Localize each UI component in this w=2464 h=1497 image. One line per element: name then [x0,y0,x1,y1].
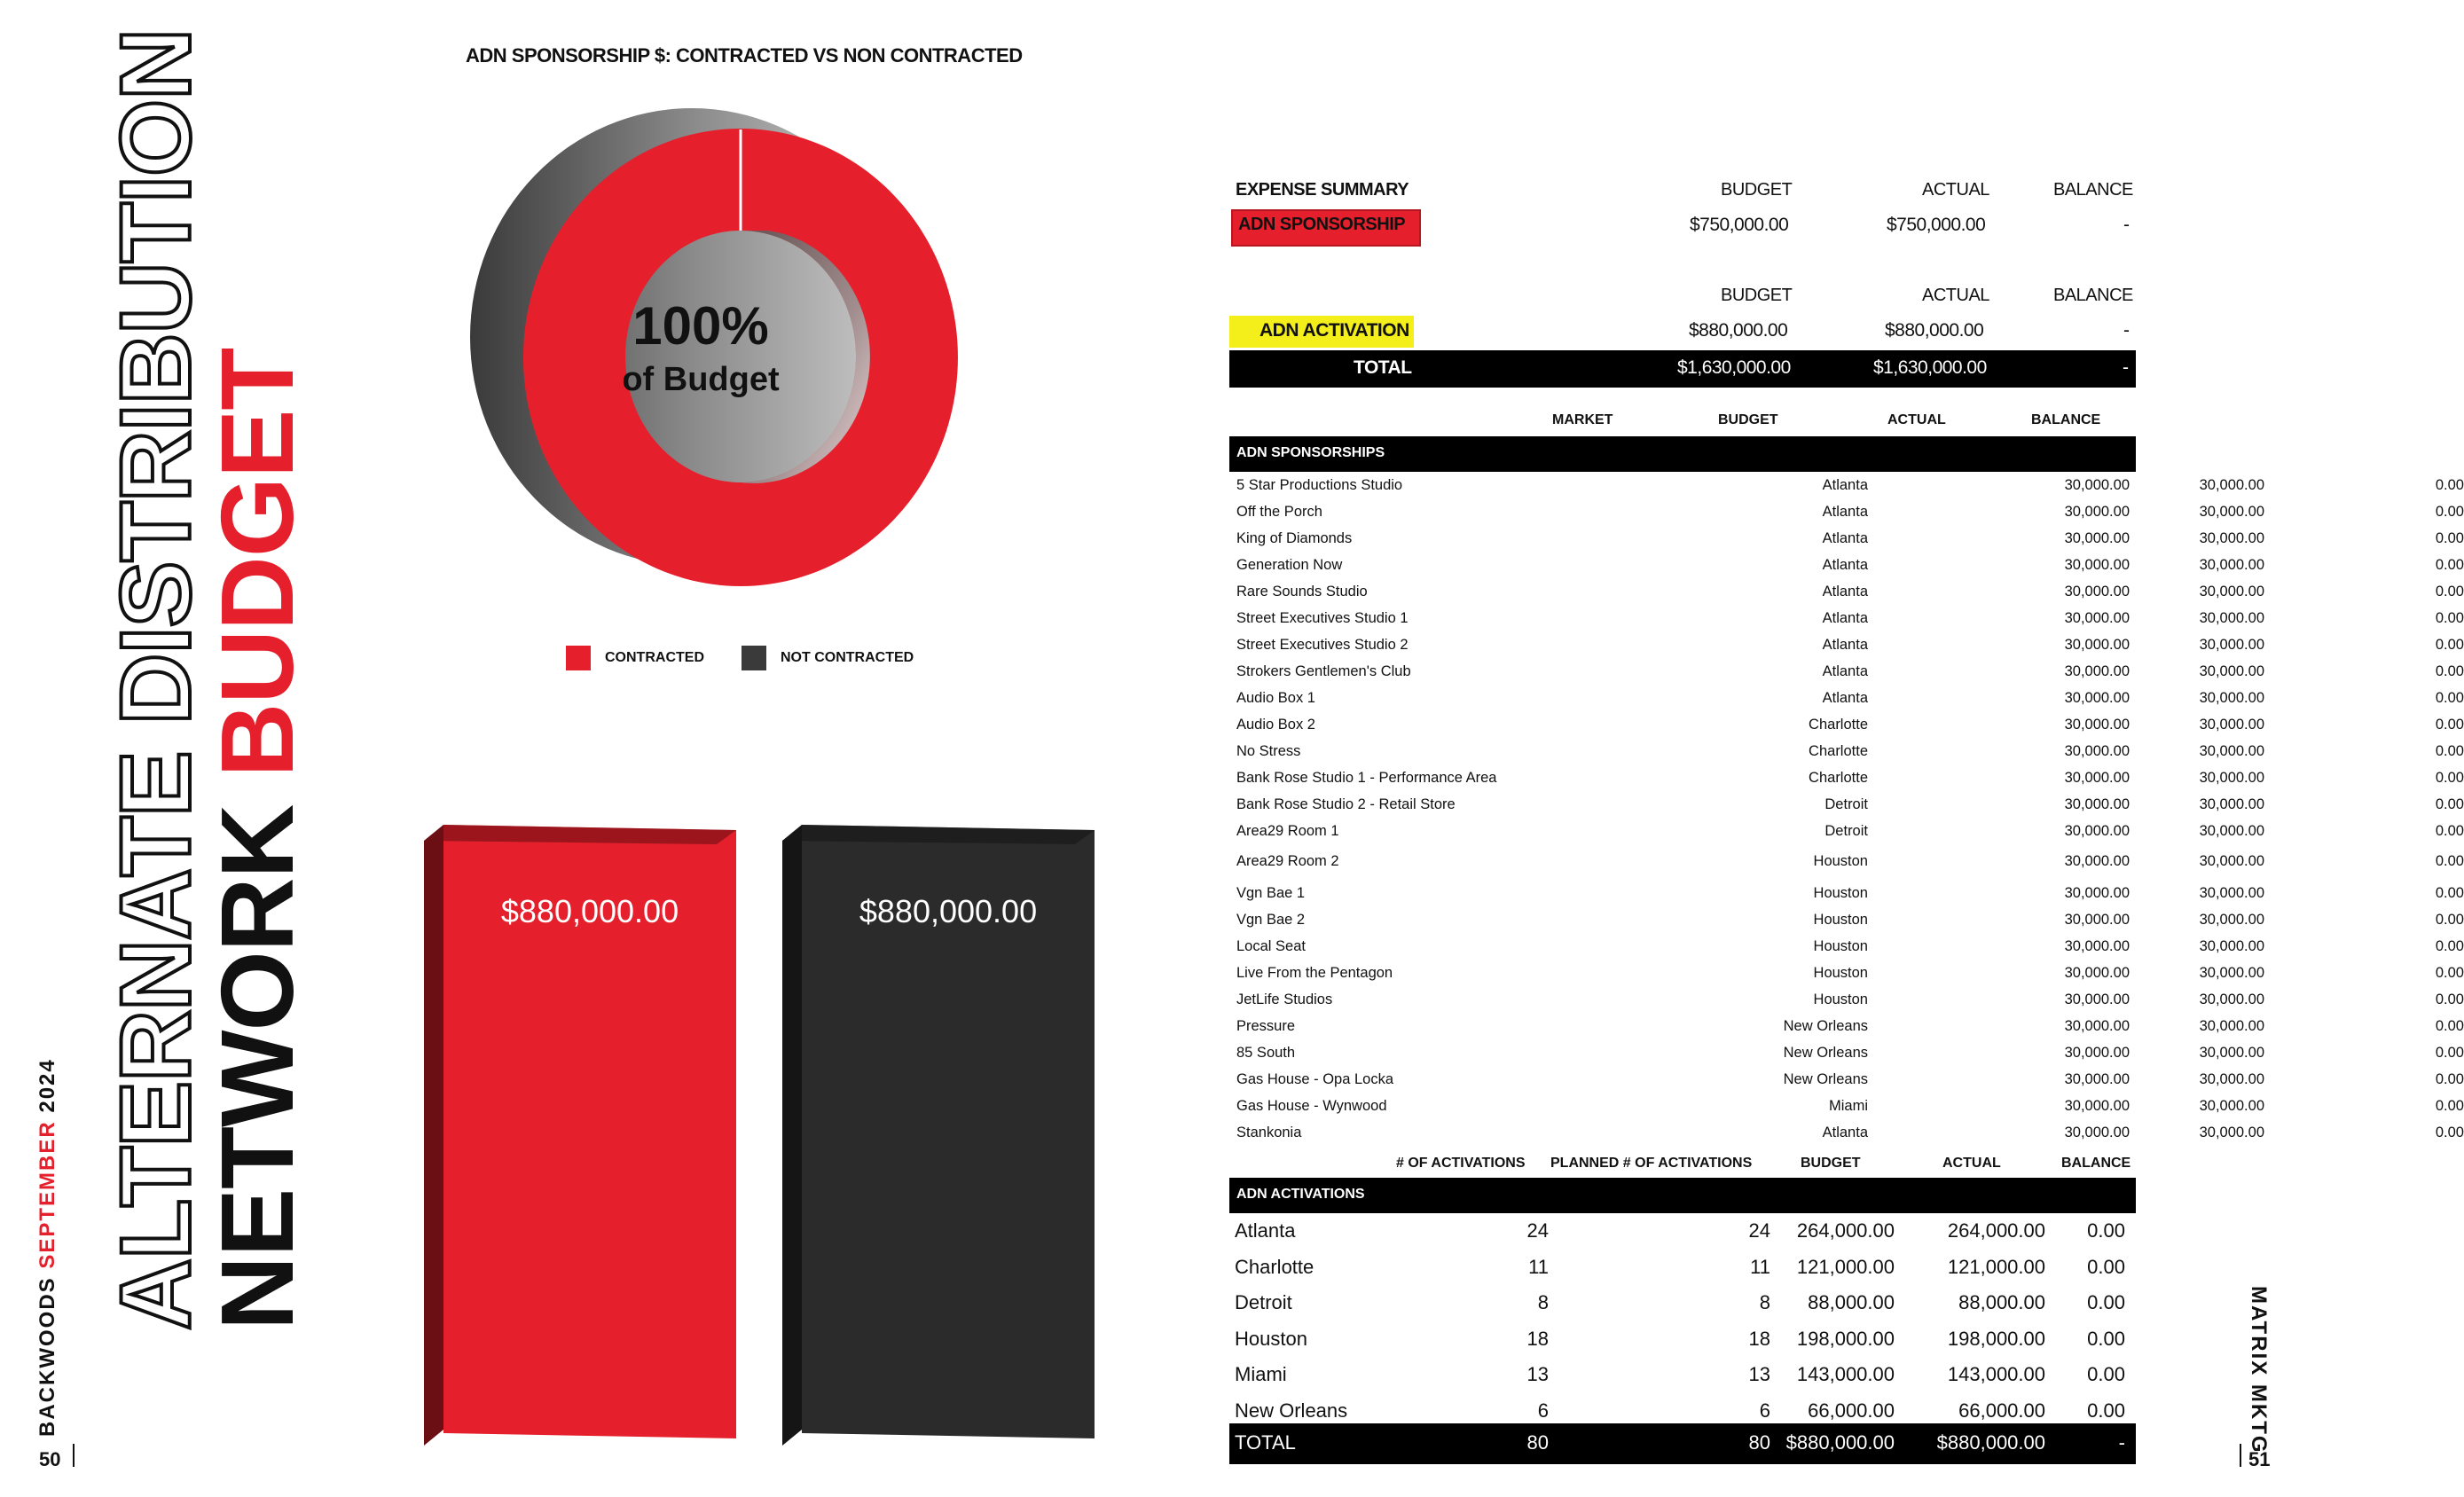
cell-market: Houston [1813,912,1868,928]
table-row [1229,1045,2464,1071]
donut-chart-title: ADN SPONSORSHIP $: CONTRACTED VS NON CONTRACTED [466,44,1023,67]
bar-data-label-1: $880,000.00 [859,893,1038,929]
cell-balance: 0.00 [2435,690,2464,706]
cell-budget: 264,000.00 [1796,1219,1895,1242]
cell-market: Miami [1235,1363,1287,1385]
cell-budget: 30,000.00 [2064,663,2130,679]
cell-balance: 0.00 [2435,965,2464,981]
cell-budget: 30,000.00 [2064,610,2130,626]
cell-actual: 30,000.00 [2199,823,2264,839]
cell-name: Live From the Pentagon [1236,965,1393,981]
page-number-left: 50 [39,1448,61,1470]
cell-name: Rare Sounds Studio [1236,584,1368,600]
cell-market: Atlanta [1235,1219,1296,1242]
cell-actual: 143,000.00 [1947,1363,2045,1385]
cell-budget: 198,000.00 [1796,1327,1895,1350]
cell-actual: 30,000.00 [2199,530,2264,546]
table-row [1229,1287,2136,1322]
cell-budget: 30,000.00 [2064,1018,2130,1034]
cell-count: 6 [1537,1399,1549,1422]
table-row [1229,1359,2136,1394]
cell-balance: 0.00 [2435,991,2464,1007]
cell-balance: 0.00 [2087,1255,2125,1278]
cell-name: Audio Box 2 [1236,717,1315,733]
table-row [1229,690,2464,717]
cell-balance: 0.00 [2435,557,2464,573]
cell-name: Gas House - Opa Locka [1236,1071,1394,1087]
page-number-right: 51 [2248,1448,2271,1470]
cell-budget: 30,000.00 [2064,938,2130,954]
cell-market: Detroit [1824,796,1868,812]
activations-total-row [1229,1423,2136,1464]
cell-name: Off the Porch [1236,504,1322,520]
cell-balance: 0.00 [2435,770,2464,786]
cell-market: Houston [1813,965,1868,981]
cell-balance: 0.00 [2435,530,2464,546]
cell-name: Gas House - Wynwood [1236,1098,1387,1114]
cell-count: 13 [1526,1363,1549,1385]
activations-total-budget: $880,000.00 [1785,1431,1895,1454]
cell-market: Charlotte [1809,717,1868,733]
summary-activation-label: ADN ACTIVATION [1259,320,1409,341]
cell-balance: 0.00 [2435,1045,2464,1061]
cell-market: New Orleans [1783,1018,1868,1034]
cell-market: Charlotte [1809,770,1868,786]
summary-total-budget: $1,630,000.00 [1677,357,1791,378]
table-row [1229,557,2464,584]
table-row [1229,637,2464,663]
cell-name: Vgn Bae 2 [1236,912,1306,928]
cell-balance: 0.00 [2087,1399,2125,1422]
cell-balance: 0.00 [2087,1363,2125,1385]
cell-name: Street Executives Studio 1 [1236,610,1409,626]
cell-actual: 30,000.00 [2199,557,2264,573]
cell-name: Bank Rose Studio 2 - Retail Store [1236,796,1456,812]
cell-actual: 30,000.00 [2199,690,2264,706]
cell-market: Atlanta [1822,504,1868,520]
cell-actual: 30,000.00 [2199,504,2264,520]
activations-total-balance: - [2118,1431,2125,1454]
activations-section-bar [1229,1178,2136,1213]
summary-activation-actual: $880,000.00 [1885,320,1984,341]
legend-not-contracted [742,646,914,670]
cell-balance: 0.00 [2435,610,2464,626]
cell-balance: 0.00 [2435,853,2464,869]
cell-budget: 30,000.00 [2064,823,2130,839]
title-line-outline: ALTERNATE DISTRIBUTION [100,28,211,1330]
cell-market: New Orleans [1235,1399,1348,1422]
table-row [1229,1251,2136,1287]
sponsorships-section-label: ADN SPONSORSHIPS [1236,445,1385,460]
cell-name: 85 South [1236,1045,1296,1061]
table-row [1229,504,2464,530]
cell-balance: 0.00 [2435,796,2464,812]
summary-total-row [1229,350,2136,388]
cell-balance: 0.00 [2087,1219,2125,1242]
cell-balance: 0.00 [2435,1098,2464,1114]
cell-market: Atlanta [1822,530,1868,546]
cell-balance: 0.00 [2087,1291,2125,1313]
sponsorships-col-balance: BALANCE [2031,412,2101,427]
cell-balance: 0.00 [2435,938,2464,954]
cell-market: Miami [1829,1098,1868,1114]
cell-market: Atlanta [1822,557,1868,573]
cell-name: Pressure [1236,1018,1296,1034]
cell-actual: 30,000.00 [2199,477,2264,493]
cell-budget: 30,000.00 [2064,504,2130,520]
table-row [1229,1098,2464,1125]
cell-actual: 30,000.00 [2199,770,2264,786]
cell-balance: 0.00 [2435,885,2464,901]
cell-budget: 30,000.00 [2064,637,2130,653]
cell-actual: 30,000.00 [2199,743,2264,759]
legend-contracted [566,646,704,670]
legend-label-not-contracted: NOT CONTRACTED [781,650,914,665]
cell-budget: 30,000.00 [2064,912,2130,928]
cell-planned: 24 [1748,1219,1770,1242]
cell-actual: 30,000.00 [2199,1018,2264,1034]
cell-balance: 0.00 [2435,717,2464,733]
cell-balance: 0.00 [2435,477,2464,493]
cell-budget: 30,000.00 [2064,1045,2130,1061]
cell-planned: 13 [1748,1363,1770,1385]
cell-actual: 30,000.00 [2199,663,2264,679]
cell-actual: 30,000.00 [2199,637,2264,653]
title-line-solid [200,35,315,1330]
sponsorships-col-actual: ACTUAL [1887,412,1946,427]
cell-actual: 264,000.00 [1947,1219,2045,1242]
cell-count: 8 [1537,1291,1549,1313]
cell-balance: 0.00 [2435,637,2464,653]
table-row [1229,743,2464,770]
cell-budget: 30,000.00 [2064,717,2130,733]
summary-col-actual-2: ACTUAL [1922,286,1989,305]
cell-name: King of Diamonds [1236,530,1353,546]
table-row [1229,1018,2464,1045]
cell-market: Houston [1235,1327,1307,1350]
cell-actual: 30,000.00 [2199,584,2264,600]
cell-market: Atlanta [1822,584,1868,600]
cell-budget: 30,000.00 [2064,557,2130,573]
cell-name: Generation Now [1236,557,1343,573]
summary-total-label: TOTAL [1354,357,1412,378]
summary-total-actual: $1,630,000.00 [1873,357,1987,378]
cell-count: 24 [1526,1219,1549,1242]
activations-col-planned: PLANNED # OF ACTIVATIONS [1550,1156,1753,1171]
cell-name: JetLife Studios [1236,991,1333,1007]
legend-swatch-contracted [566,646,591,670]
cell-name: Vgn Bae 1 [1236,885,1306,901]
table-row [1229,912,2464,938]
cell-balance: 0.00 [2435,743,2464,759]
donut-center-percent: 100% [632,296,769,356]
table-row [1229,1323,2136,1359]
cell-actual: 30,000.00 [2199,1125,2264,1140]
cell-actual: 30,000.00 [2199,610,2264,626]
cell-name: Area29 Room 2 [1236,853,1339,869]
cell-budget: 30,000.00 [2064,1071,2130,1087]
cell-actual: 30,000.00 [2199,853,2264,869]
cell-name: Strokers Gentlemen's Club [1236,663,1411,679]
cell-budget: 30,000.00 [2064,530,2130,546]
cell-balance: 0.00 [2435,1125,2464,1140]
donut-chart [435,80,1002,612]
cell-market: Houston [1813,938,1868,954]
sponsorships-col-budget: BUDGET [1718,412,1778,427]
cell-planned: 6 [1759,1399,1770,1422]
cell-balance: 0.00 [2435,823,2464,839]
table-row [1229,717,2464,743]
activations-total-planned: 80 [1748,1431,1770,1454]
cell-actual: 30,000.00 [2199,938,2264,954]
cell-balance: 0.00 [2435,504,2464,520]
cell-budget: 30,000.00 [2064,770,2130,786]
cell-actual: 30,000.00 [2199,912,2264,928]
table-row [1229,1071,2464,1098]
table-row [1229,853,2464,880]
cell-name: Local Seat [1236,938,1306,954]
table-row [1229,770,2464,796]
cell-market: Charlotte [1809,743,1868,759]
cell-balance: 0.00 [2435,663,2464,679]
bar-chart [408,709,1100,1463]
summary-col-balance-2: BALANCE [2053,286,2133,305]
summary-col-budget-2: BUDGET [1721,286,1793,305]
activations-col-actual: ACTUAL [1942,1156,2001,1171]
cell-market: Atlanta [1822,477,1868,493]
cell-balance: 0.00 [2435,912,2464,928]
summary-total-balance: - [2123,357,2129,378]
summary-col-budget: BUDGET [1721,180,1793,200]
cell-actual: 30,000.00 [2199,965,2264,981]
cell-budget: 30,000.00 [2064,743,2130,759]
cell-actual: 30,000.00 [2199,1098,2264,1114]
table-row [1229,663,2464,690]
cell-budget: 30,000.00 [2064,1098,2130,1114]
cell-count: 18 [1526,1327,1549,1350]
cell-balance: 0.00 [2435,1071,2464,1087]
right-page-footer-label: MATRIX MKTG [2247,1286,2271,1454]
activations-col-count: # OF ACTIVATIONS [1396,1156,1526,1171]
cell-budget: 66,000.00 [1808,1399,1895,1422]
cell-market: Atlanta [1822,637,1868,653]
summary-activation-balance: - [2123,320,2130,341]
cell-budget: 143,000.00 [1796,1363,1895,1385]
cell-actual: 30,000.00 [2199,991,2264,1007]
activations-col-budget: BUDGET [1801,1156,1861,1171]
cell-balance: 0.00 [2435,1018,2464,1034]
summary-activation-budget: $880,000.00 [1689,320,1788,341]
expense-summary-heading: EXPENSE SUMMARY [1236,180,1409,200]
title-word-network: NETWORK [200,804,315,1330]
cell-budget: 30,000.00 [2064,796,2130,812]
bar-side-1 [782,825,802,1446]
cell-actual: 30,000.00 [2199,885,2264,901]
sponsorships-col-market: MARKET [1552,412,1613,427]
legend-swatch-not-contracted [742,646,766,670]
summary-sponsorship-balance: - [2123,215,2130,235]
summary-sponsorship-budget: $750,000.00 [1690,215,1789,235]
table-row [1229,965,2464,991]
table-row [1229,796,2464,823]
issue-year: 2024 [35,1058,59,1113]
cell-market: Atlanta [1822,663,1868,679]
cell-name: 5 Star Productions Studio [1236,477,1403,493]
summary-col-balance: BALANCE [2053,180,2133,200]
table-row [1229,1125,2464,1151]
sponsorships-section-bar [1229,436,2136,472]
brand-name: BACKWOODS [35,1276,59,1437]
table-row [1229,1215,2136,1250]
cell-name: Audio Box 1 [1236,690,1315,706]
issue-month: SEPTEMBER [35,1120,59,1269]
cell-balance: 0.00 [2435,584,2464,600]
table-row [1229,477,2464,504]
page-number-divider [73,1444,75,1467]
cell-budget: 30,000.00 [2064,1125,2130,1140]
cell-budget: 30,000.00 [2064,965,2130,981]
table-row [1229,584,2464,610]
activations-col-balance: BALANCE [2061,1156,2131,1171]
cell-budget: 30,000.00 [2064,991,2130,1007]
activations-section-label: ADN ACTIVATIONS [1236,1187,1365,1202]
donut-center-label: of Budget [622,361,780,398]
cell-budget: 30,000.00 [2064,885,2130,901]
cell-actual: 66,000.00 [1958,1399,2045,1422]
title-word-budget: BUDGET [200,348,315,778]
cell-market: Charlotte [1235,1255,1314,1278]
cell-budget: 88,000.00 [1808,1291,1895,1313]
cell-budget: 30,000.00 [2064,690,2130,706]
cell-actual: 121,000.00 [1947,1255,2045,1278]
bar-side-0 [424,825,443,1446]
table-row [1229,823,2464,850]
cell-market: New Orleans [1783,1071,1868,1087]
page-number-divider-right [2240,1444,2241,1467]
cell-market: Detroit [1824,823,1868,839]
cell-budget: 30,000.00 [2064,477,2130,493]
cell-count: 11 [1528,1255,1549,1278]
table-row [1229,991,2464,1018]
cell-name: Stankonia [1236,1125,1302,1140]
cell-market: Atlanta [1822,610,1868,626]
activations-total-actual: $880,000.00 [1936,1431,2045,1454]
cell-market: New Orleans [1783,1045,1868,1061]
left-page-footer-label [35,976,60,1437]
cell-actual: 30,000.00 [2199,717,2264,733]
cell-market: Atlanta [1822,1125,1868,1140]
cell-actual: 30,000.00 [2199,1045,2264,1061]
cell-market: Detroit [1235,1291,1292,1313]
cell-actual: 198,000.00 [1947,1327,2045,1350]
table-row [1229,530,2464,557]
cell-actual: 88,000.00 [1958,1291,2045,1313]
cell-budget: 30,000.00 [2064,853,2130,869]
cell-market: Houston [1813,991,1868,1007]
cell-name: No Stress [1236,743,1301,759]
cell-market: Houston [1813,853,1868,869]
cell-actual: 30,000.00 [2199,796,2264,812]
cell-market: Houston [1813,885,1868,901]
summary-col-actual: ACTUAL [1922,180,1989,200]
cell-name: Bank Rose Studio 1 - Performance Area [1236,770,1497,786]
legend-label-contracted: CONTRACTED [605,650,704,665]
table-row [1229,610,2464,637]
summary-sponsorship-actual: $750,000.00 [1887,215,1986,235]
bar-data-label-0: $880,000.00 [500,893,679,929]
cell-planned: 11 [1750,1255,1770,1278]
cell-actual: 30,000.00 [2199,1071,2264,1087]
page-title [100,28,319,1330]
summary-sponsorship-label: ADN SPONSORSHIP [1238,215,1406,234]
table-row [1229,938,2464,965]
cell-name: Street Executives Studio 2 [1236,637,1409,653]
cell-budget: 121,000.00 [1796,1255,1895,1278]
cell-planned: 18 [1748,1327,1770,1350]
activations-total-count: 80 [1526,1431,1549,1454]
cell-name: Area29 Room 1 [1236,823,1339,839]
activations-total-label: TOTAL [1235,1431,1296,1454]
table-row [1229,885,2464,912]
cell-planned: 8 [1759,1291,1770,1313]
cell-budget: 30,000.00 [2064,584,2130,600]
cell-market: Atlanta [1822,690,1868,706]
cell-balance: 0.00 [2087,1327,2125,1350]
